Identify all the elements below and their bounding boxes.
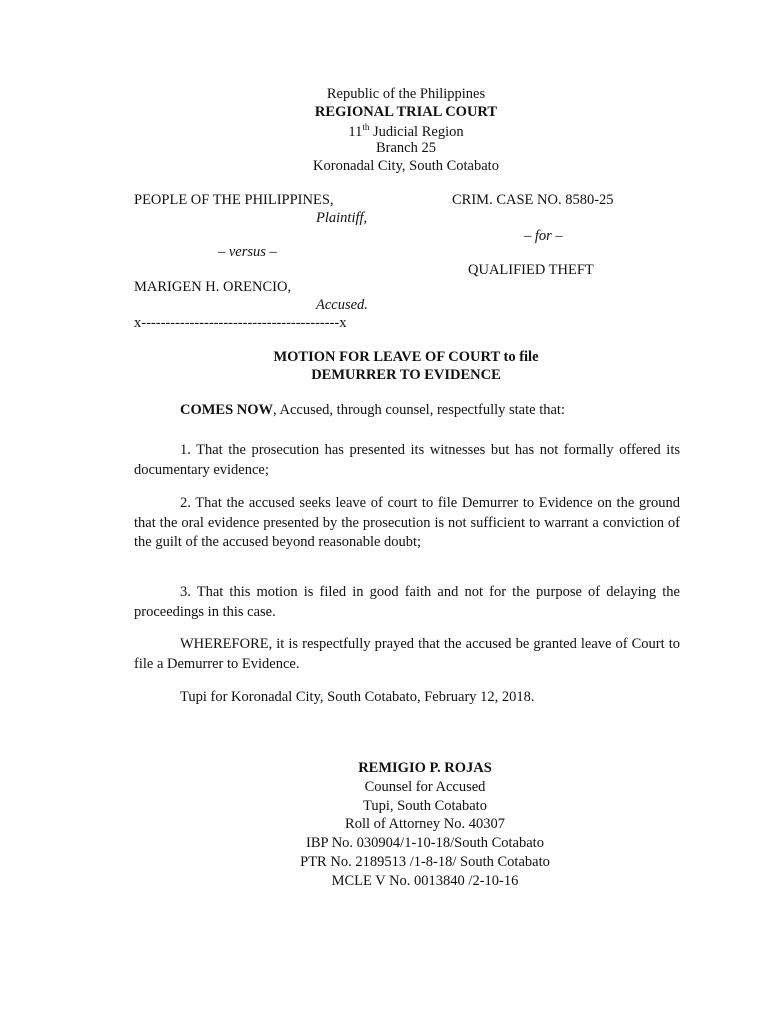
for-label: – for – [524,228,563,244]
prayer-text: WHEREFORE, it is respectfully prayed that the accused be granted leave of Court to file a Demurrer to Evidence. [134,636,680,672]
place-date-paragraph [134,688,680,708]
ibp-number: IBP No. 030904/1-10-18/South Cotabato [306,835,544,852]
plaintiff-name: PEOPLE OF THE PHILIPPINES, [134,192,334,208]
roll-of-attorney: Roll of Attorney No. 40307 [345,816,505,833]
intro-paragraph [134,401,680,421]
region-suffix: th [362,122,370,132]
counsel-name: REMIGIO P. ROJAS [358,760,492,776]
counsel-address: Tupi, South Cotabato [363,797,487,814]
motion-title-line2: DEMURRER TO EVIDENCE [311,367,501,383]
paragraph-2 [134,494,680,553]
header-branch: Branch 25 [376,140,436,156]
motion-title-line1: MOTION FOR LEAVE OF COURT to file [273,349,539,365]
counsel-role: Counsel for Accused [364,778,486,795]
prayer-paragraph [134,635,680,674]
paragraph-3-text: 3. That this motion is filed in good faith and not for the purpose of delaying the proceedings in this case. [134,584,680,620]
region-number: 11 [348,123,363,140]
caption-separator: x-----------------------------------------x [134,315,347,331]
intro-bold: COMES NOW [180,402,274,418]
ptr-number: PTR No. 2189513 /1-8-18/ South Cotabato [300,853,550,870]
accused-name: MARIGEN H. ORENCIO, [134,279,292,295]
paragraph-1-text: 1. That the prosecution has presented its witnesses but has not formally offered its documentary evidence; [134,442,680,478]
mcle-number: MCLE V No. 0013840 /2-10-16 [331,872,519,889]
versus-label: – versus – [218,244,277,260]
paragraph-3 [134,583,680,622]
case-number: CRIM. CASE NO. 8580-25 [452,192,614,208]
paragraph-2-text: 2. That the accused seeks leave of court to file Demurrer to Evidence on the ground that the oral evidence presented by the prosecution is not sufficient to warrant a conviction of the guilt of the accused beyond reasonable doubt; [134,495,680,550]
header-region [0,122,768,141]
offense: QUALIFIED THEFT [468,262,594,278]
region-text: Judicial Region [369,123,464,140]
header-court: REGIONAL TRIAL COURT [314,104,498,120]
plaintiff-role: Plaintiff, [316,210,368,226]
paragraph-1 [134,441,680,480]
intro-text: , Accused, through counsel, respectfully state that: [273,402,565,418]
signature-block [0,759,768,891]
accused-role: Accused. [316,297,368,313]
header-city: Koronadal City, South Cotabato [313,158,499,174]
place-date-text: Tupi for Koronadal City, South Cotabato, February 12, 2018. [180,689,535,705]
header-republic: Republic of the Philippines [326,86,486,102]
